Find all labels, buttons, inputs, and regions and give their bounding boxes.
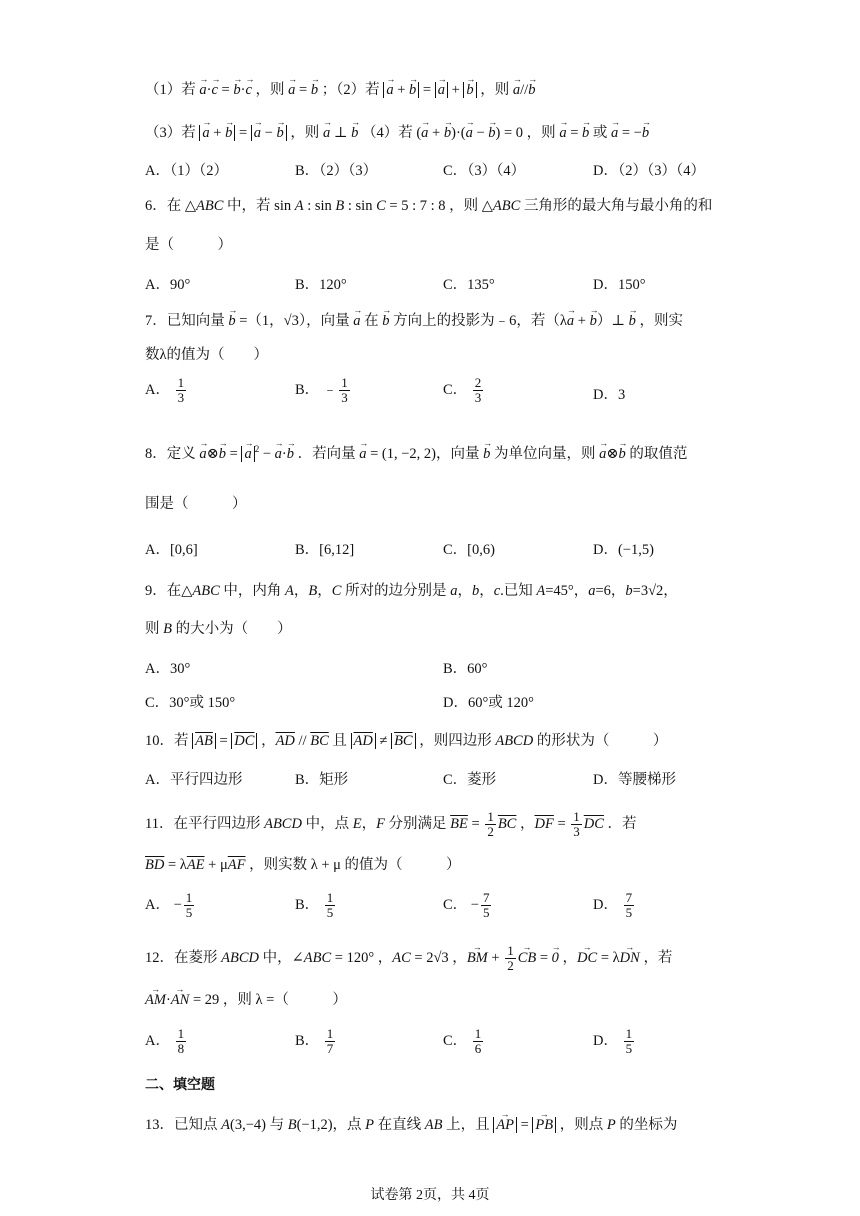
q12-options: [145, 1027, 745, 1063]
q10-options: [145, 769, 745, 791]
q8-line2: 围是（ ）: [145, 496, 247, 512]
q10-line1: 10．若 $\overline{AB} = \overline{DC}$ ，$\overline{AD} // \overline{BC}$ 且 $\overline{AD} \ne \overline{BC}$ ，则四边形 ABCD 的形状为（ ）: [145, 733, 668, 749]
q9-option-d[interactable]: D．60°或 120°: [443, 695, 534, 711]
q6-option-d[interactable]: D．150°: [593, 277, 646, 293]
q8-line1: 8．定义 → a⊗→ b = → a $^2$ − → a·→ b ．若向量 → a = (1, −2, 2)，向量 → b 为单位向量，则 → a⊗→ b 的取值范: [145, 439, 687, 464]
q9-option-c[interactable]: C．30°或 150°: [145, 695, 236, 711]
q6-line1: 6．在 △ABC 中，若 sin A : sin B : sin C = 5 : 7 : 8 ，则 △ABC 三角形的最大角与最小角的和: [145, 198, 713, 214]
q12-option-b[interactable]: B． $\frac{1}{7}$: [295, 1026, 334, 1056]
q8-option-a[interactable]: A．[0,6]: [145, 542, 198, 558]
q8-options: [145, 539, 745, 561]
q11-option-d[interactable]: D． $\frac{7}{5}$: [593, 890, 633, 920]
q7-line2: 数λ的值为（ ）: [145, 347, 269, 363]
q6-option-a[interactable]: A．90°: [145, 277, 191, 293]
q6-line2: 是（ ）: [145, 237, 232, 253]
q9-options-row2: [145, 692, 745, 714]
q7-options: [145, 376, 745, 412]
q12-line2: → AM·→ AN = 29 ，则 λ =（ ）: [145, 990, 347, 1010]
q10-option-b[interactable]: B．矩形: [295, 772, 349, 788]
q8-option-d[interactable]: D．(−1,5): [593, 542, 654, 558]
q8-option-c[interactable]: C．[0,6): [443, 542, 495, 558]
q9-options-row1: [145, 658, 745, 680]
q6-options: [145, 274, 745, 296]
q5-option-d[interactable]: D．（2）（3）（4）: [593, 163, 705, 179]
q7-line1: 7．已知向量 → b =（1，√3），向量 → a 在 → b 方向上的投影为﹣6，若（λ→ a + → b）⊥ → b ，则实: [145, 311, 683, 331]
q10-option-a[interactable]: A．平行四边形: [145, 772, 243, 788]
q6-option-b[interactable]: B．120°: [295, 277, 347, 293]
q7-option-d[interactable]: D．3: [593, 387, 626, 403]
q10-option-c[interactable]: C．菱形: [443, 772, 497, 788]
q5-option-a[interactable]: A．（1）（2）: [145, 163, 228, 179]
q6-option-c[interactable]: C．135°: [443, 277, 495, 293]
q9-option-b[interactable]: B．60°: [443, 661, 488, 677]
section-heading-fill-in: 二、填空题: [145, 1077, 215, 1093]
q9-option-a[interactable]: A．30°: [145, 661, 191, 677]
q13-line1: 13．已知点 A(3,−4) 与 B(−1,2)，点 P 在直线 AB 上，且 → AP = → PB ，则点 P 的坐标为: [145, 1115, 677, 1135]
q5-option-b[interactable]: B．（2）（3）: [295, 163, 378, 179]
q5-line1: （1）若 → a·→ c = → b·→ c ，则 → a = → b ；（2）若 → a + → b = → a + → b ，则 → a//→ b: [145, 80, 535, 100]
q8-option-b[interactable]: B．[6,12]: [295, 542, 355, 558]
q12-option-a[interactable]: A． $\frac{1}{8}$: [145, 1026, 185, 1056]
q7-option-b[interactable]: B． ﹣ $\frac{1}{3}$: [295, 375, 348, 405]
q7-option-a[interactable]: A． $\frac{1}{3}$: [145, 375, 185, 405]
q9-line2: 则 B 的大小为（ ）: [145, 621, 292, 637]
q12-line1: 12．在菱形 ABCD 中，∠ABC = 120° ，AC = 2√3 ，→ BM + $\frac{1}{2}$ → CB = → 0 ，→ DC = λ→ DN ，若: [145, 944, 672, 973]
q5-option-c[interactable]: C．（3）（4）: [443, 163, 526, 179]
q5-line2: （3）若 → a + → b = → a − → b ，则 → a ⊥ → b （4）若 (→ a + → b)·(→ a − → b) = 0 ，则 → a = → b 或 → a = −→ b: [145, 123, 649, 143]
q11-option-b[interactable]: B． $\frac{1}{5}$: [295, 890, 334, 920]
q12-option-d[interactable]: D． $\frac{1}{5}$: [593, 1026, 633, 1056]
q9-line1: 9．在△ABC 中，内角 A，B，C 所对的边分别是 a，b，c.已知 A=45°，a=6，b=3√2，: [145, 583, 678, 599]
q11-option-a[interactable]: A． − $\frac{1}{5}$: [145, 890, 193, 920]
page-footer: 试卷第 2页，共 4页: [370, 1188, 490, 1203]
q11-line1: 11．在平行四边形 ABCD 中，点 E，F 分别满足 $\overline{BE}$ = $\frac{1}{2}$ $\overline{BC}$ ，$\overline{DF}$ = $\frac{1}{3}$ $\overline{DC}$ ．若: [145, 809, 637, 839]
q5-options: [145, 160, 745, 182]
q10-option-d[interactable]: D．等腰梯形: [593, 772, 676, 788]
q11-options: [145, 891, 745, 927]
q12-option-c[interactable]: C． $\frac{1}{6}$: [443, 1026, 482, 1056]
q11-option-c[interactable]: C． − $\frac{7}{5}$: [443, 890, 490, 920]
q7-option-c[interactable]: C． $\frac{2}{3}$: [443, 375, 482, 405]
q11-line2: $\overline{BD} = \lambda\overline{AE} + \mu\overline{AF}$ ，则实数 λ + μ 的值为（ ）: [145, 857, 461, 873]
